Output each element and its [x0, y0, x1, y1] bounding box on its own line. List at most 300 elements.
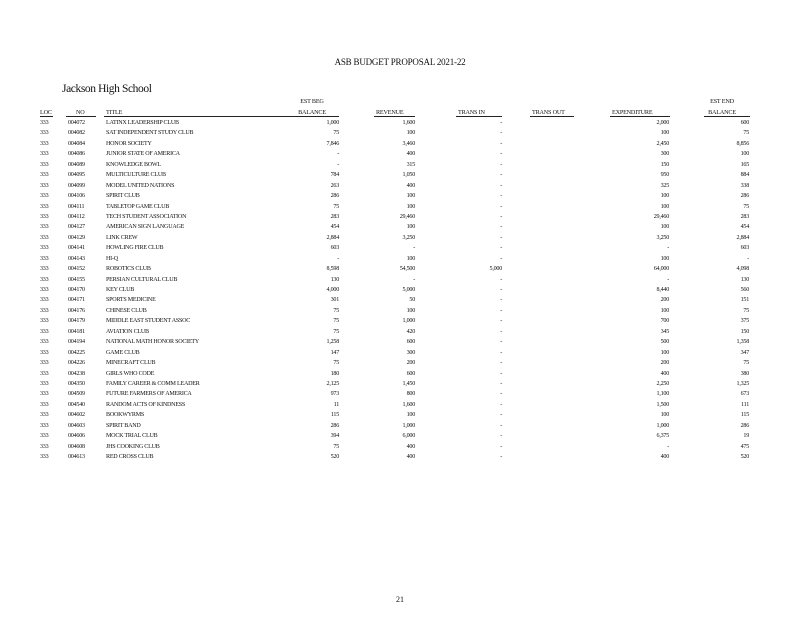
loc-cell: 333	[40, 339, 49, 346]
beg-balance-cell: 75	[333, 307, 339, 314]
beg-balance-cell: 75	[333, 130, 339, 137]
revenue-cell: 100	[406, 307, 415, 314]
beg-balance-cell: 4,000	[326, 287, 339, 293]
account-number-cell: 004155	[68, 276, 85, 283]
title-cell: HOWLING FIRE CLUB	[106, 245, 164, 252]
trans-in-cell: -	[500, 203, 502, 210]
end-balance-cell: 286	[740, 193, 749, 200]
account-number-cell: 004179	[68, 318, 85, 325]
trans-in-cell: -	[500, 307, 502, 314]
trans-in-cell: -	[500, 287, 502, 293]
header-no: NO	[76, 109, 85, 116]
expenditure-cell: 2,250	[656, 380, 669, 387]
revenue-cell: 100	[406, 130, 415, 137]
end-balance-cell: 151	[740, 297, 749, 304]
table-row	[0, 306, 800, 316]
title-cell: NATIONAL MATH HONOR SOCIETY	[106, 339, 200, 346]
end-balance-cell: 338	[740, 182, 749, 189]
loc-cell: 333	[40, 266, 49, 273]
account-number-cell: 004099	[68, 182, 85, 189]
title-cell: PERSIAN CULTURAL CLUB	[106, 276, 178, 283]
account-number-cell: 004176	[68, 307, 85, 314]
revenue-cell: 6,000	[402, 433, 415, 440]
title-cell: FAMILY CAREER & COMM LEADER	[106, 380, 200, 387]
expenditure-cell: 325	[660, 182, 669, 189]
header-beg-balance-line2: BALANCE	[298, 109, 326, 116]
trans-in-cell: -	[500, 297, 502, 304]
account-number-cell: 004129	[68, 234, 85, 241]
account-number-cell: 004082	[68, 130, 85, 137]
expenditure-cell: 100	[660, 412, 669, 419]
end-balance-cell: 520	[740, 454, 749, 460]
beg-balance-cell: 11	[333, 401, 339, 408]
revenue-cell: -	[413, 245, 415, 252]
revenue-cell: 1,600	[402, 120, 415, 126]
loc-cell: 333	[40, 391, 49, 398]
revenue-cell: 100	[406, 255, 415, 262]
account-number-cell: 004089	[68, 161, 85, 168]
title-cell: TABLETOP GAME CLUB	[106, 203, 170, 210]
title-cell: MINECRAFT CLUB	[106, 360, 156, 367]
account-number-cell: 004152	[68, 266, 85, 273]
table-row	[0, 222, 800, 232]
account-number-cell: 004143	[68, 255, 85, 262]
table-row	[0, 254, 800, 264]
trans-in-cell: -	[500, 245, 502, 252]
account-number-cell: 004613	[68, 454, 85, 460]
table-row	[0, 149, 800, 159]
beg-balance-cell: 454	[330, 224, 339, 231]
header-end-balance-line1: EST END	[710, 98, 734, 105]
account-number-cell: 004170	[68, 287, 85, 293]
header-underline-trans-in	[456, 116, 502, 117]
expenditure-cell: 400	[660, 370, 669, 377]
header-underline-end-balance	[704, 116, 750, 117]
revenue-cell: 1,600	[402, 401, 415, 408]
table-row	[0, 128, 800, 138]
trans-in-cell: -	[500, 412, 502, 419]
loc-cell: 333	[40, 193, 49, 200]
trans-in-cell: -	[500, 224, 502, 231]
expenditure-cell: -	[667, 245, 669, 252]
end-balance-cell: 286	[740, 422, 749, 429]
account-number-cell: 004112	[68, 213, 85, 220]
trans-in-cell: -	[500, 130, 502, 137]
expenditure-cell: 700	[660, 318, 669, 325]
expenditure-cell: 6,375	[656, 433, 669, 440]
title-cell: SPIRIT BAND	[106, 422, 141, 429]
expenditure-cell: 200	[660, 360, 669, 367]
beg-balance-cell: 263	[330, 182, 339, 189]
end-balance-cell: 2,884	[736, 234, 749, 241]
header-end-balance-line2: BALANCE	[708, 109, 736, 116]
header-underline-revenue	[374, 116, 415, 117]
expenditure-cell: 150	[660, 161, 669, 168]
end-balance-cell: 1,358	[736, 339, 749, 346]
table-row	[0, 118, 800, 128]
header-trans-in: TRANS IN	[458, 109, 485, 116]
end-balance-cell: 603	[740, 245, 749, 252]
beg-balance-cell: 2,125	[326, 380, 339, 387]
account-number-cell: 004111	[68, 203, 85, 210]
header-underline-expenditure	[610, 116, 670, 117]
header-trans-out: TRANS OUT	[532, 109, 565, 116]
trans-in-cell: -	[500, 422, 502, 429]
title-cell: KEY CLUB	[106, 287, 135, 293]
trans-in-cell: -	[500, 120, 502, 126]
table-row	[0, 327, 800, 337]
trans-in-cell: -	[500, 401, 502, 408]
expenditure-cell: 100	[660, 255, 669, 262]
trans-in-cell: -	[500, 433, 502, 440]
revenue-cell: 100	[406, 193, 415, 200]
expenditure-cell: 100	[660, 349, 669, 356]
account-number-cell: 004238	[68, 370, 85, 377]
revenue-cell: 100	[406, 412, 415, 419]
loc-cell: 333	[40, 401, 49, 408]
loc-cell: 333	[40, 140, 49, 147]
account-number-cell: 004509	[68, 391, 85, 398]
loc-cell: 333	[40, 203, 49, 210]
trans-in-cell: -	[500, 255, 502, 262]
expenditure-cell: 500	[660, 339, 669, 346]
trans-in-cell: -	[500, 276, 502, 283]
loc-cell: 333	[40, 380, 49, 387]
end-balance-cell: 19	[743, 433, 749, 440]
loc-cell: 333	[40, 360, 49, 367]
trans-in-cell: -	[500, 391, 502, 398]
end-balance-cell: 75	[743, 360, 749, 367]
loc-cell: 333	[40, 328, 49, 335]
loc-cell: 333	[40, 130, 49, 137]
trans-in-cell: 5,000	[489, 266, 502, 273]
header-beg-balance-line1: EST BEG	[300, 98, 324, 105]
end-balance-cell: 380	[740, 370, 749, 377]
expenditure-cell: 3,250	[656, 234, 669, 241]
account-number-cell: 004106	[68, 193, 85, 200]
expenditure-cell: 1,100	[656, 391, 669, 398]
table-row	[0, 212, 800, 222]
revenue-cell: 3,250	[402, 234, 415, 241]
loc-cell: 333	[40, 412, 49, 419]
title-cell: ROBOTICS CLUB	[106, 266, 151, 273]
revenue-cell: 5,000	[402, 287, 415, 293]
title-cell: RED CROSS CLUB	[106, 454, 154, 460]
header-underline-beg-balance	[298, 116, 339, 117]
table-row	[0, 191, 800, 201]
header-expenditure: EXPENDITURE	[612, 109, 653, 116]
revenue-cell: 200	[406, 360, 415, 367]
beg-balance-cell: 1,000	[326, 120, 339, 126]
expenditure-cell: 100	[660, 203, 669, 210]
end-balance-cell: 111	[741, 401, 749, 408]
beg-balance-cell: -	[337, 151, 339, 158]
table-row	[0, 275, 800, 285]
document-title: ASB BUDGET PROPOSAL 2021-22	[334, 57, 466, 67]
trans-in-cell: -	[500, 328, 502, 335]
expenditure-cell: 100	[660, 193, 669, 200]
title-cell: JHS COOKING CLUB	[106, 443, 160, 450]
trans-in-cell: -	[500, 318, 502, 325]
title-cell: MIDDLE EAST STUDENT ASSOC	[106, 318, 191, 325]
expenditure-cell: -	[667, 443, 669, 450]
account-number-cell: 004540	[68, 401, 85, 408]
trans-in-cell: -	[500, 454, 502, 460]
loc-cell: 333	[40, 172, 49, 179]
expenditure-cell: 950	[660, 172, 669, 179]
account-number-cell: 004171	[68, 297, 85, 304]
revenue-cell: 100	[406, 203, 415, 210]
revenue-cell: 300	[406, 349, 415, 356]
loc-cell: 333	[40, 422, 49, 429]
end-balance-cell: 475	[740, 443, 749, 450]
loc-cell: 333	[40, 349, 49, 356]
expenditure-cell: -	[667, 276, 669, 283]
beg-balance-cell: 520	[330, 454, 339, 460]
beg-balance-cell: 147	[330, 349, 339, 356]
expenditure-cell: 8,440	[656, 287, 669, 293]
table-row	[0, 316, 800, 326]
loc-cell: 333	[40, 297, 49, 304]
table-row	[0, 139, 800, 149]
account-number-cell: 004141	[68, 245, 85, 252]
beg-balance-cell: 75	[333, 318, 339, 325]
account-number-cell: 004095	[68, 172, 85, 179]
trans-in-cell: -	[500, 172, 502, 179]
title-cell: HONOR SOCIETY	[106, 140, 152, 147]
beg-balance-cell: -	[337, 255, 339, 262]
table-row	[0, 369, 800, 379]
loc-cell: 333	[40, 433, 49, 440]
table-row	[0, 421, 800, 431]
end-balance-cell: 560	[740, 287, 749, 293]
account-number-cell: 004603	[68, 422, 85, 429]
expenditure-cell: 64,000	[653, 266, 669, 273]
loc-cell: 333	[40, 151, 49, 158]
account-number-cell: 004086	[68, 151, 85, 158]
end-balance-cell: 115	[740, 412, 749, 419]
trans-in-cell: -	[500, 339, 502, 346]
trans-in-cell: -	[500, 360, 502, 367]
revenue-cell: 315	[406, 161, 415, 168]
table-row	[0, 389, 800, 399]
account-number-cell: 004181	[68, 328, 85, 335]
account-number-cell: 004350	[68, 380, 85, 387]
title-cell: KNOWLEDGE BOWL	[106, 161, 161, 168]
loc-cell: 333	[40, 182, 49, 189]
trans-in-cell: -	[500, 161, 502, 168]
expenditure-cell: 2,000	[656, 120, 669, 126]
loc-cell: 333	[40, 234, 49, 241]
end-balance-cell: 75	[743, 203, 749, 210]
title-cell: AMERICAN SIGN LANGUAGE	[106, 224, 185, 231]
trans-in-cell: -	[500, 349, 502, 356]
loc-cell: 333	[40, 245, 49, 252]
revenue-cell: 3,460	[402, 140, 415, 147]
table-row	[0, 452, 800, 462]
end-balance-cell: 673	[740, 391, 749, 398]
loc-cell: 333	[40, 224, 49, 231]
revenue-cell: 1,450	[402, 380, 415, 387]
loc-cell: 333	[40, 307, 49, 314]
table-row	[0, 442, 800, 452]
revenue-cell: 29,460	[399, 213, 415, 220]
loc-cell: 333	[40, 161, 49, 168]
beg-balance-cell: 603	[330, 245, 339, 252]
table-row	[0, 181, 800, 191]
expenditure-cell: 400	[660, 454, 669, 460]
trans-in-cell: -	[500, 234, 502, 241]
table-row	[0, 264, 800, 274]
beg-balance-cell: 180	[330, 370, 339, 377]
beg-balance-cell: 8,598	[326, 266, 339, 273]
revenue-cell: 400	[406, 182, 415, 189]
table-row	[0, 410, 800, 420]
beg-balance-cell: 283	[330, 213, 339, 220]
end-balance-cell: 884	[740, 172, 749, 179]
trans-in-cell: -	[500, 213, 502, 220]
revenue-cell: -	[413, 276, 415, 283]
expenditure-cell: 345	[660, 328, 669, 335]
header-underline-title	[104, 116, 298, 117]
title-cell: HI-Q	[106, 255, 118, 262]
account-number-cell: 004127	[68, 224, 85, 231]
trans-in-cell: -	[500, 151, 502, 158]
header-title: TITLE	[106, 109, 123, 116]
end-balance-cell: 283	[740, 213, 749, 220]
end-balance-cell: 75	[743, 130, 749, 137]
table-row	[0, 160, 800, 170]
table-row	[0, 233, 800, 243]
title-cell: MULTICULTURE CLUB	[106, 172, 166, 179]
end-balance-cell: 4,098	[736, 266, 749, 273]
title-cell: SPIRIT CLUB	[106, 193, 140, 200]
revenue-cell: 600	[406, 339, 415, 346]
loc-cell: 333	[40, 454, 49, 460]
expenditure-cell: 100	[660, 224, 669, 231]
expenditure-cell: 300	[660, 151, 669, 158]
title-cell: SAT INDEPENDENT STUDY CLUB	[106, 130, 194, 137]
revenue-cell: 1,000	[402, 422, 415, 429]
beg-balance-cell: 2,884	[326, 234, 339, 241]
expenditure-cell: 200	[660, 297, 669, 304]
title-cell: SPORTS MEDICINE	[106, 297, 156, 304]
expenditure-cell: 100	[660, 307, 669, 314]
school-name: Jackson High School	[62, 83, 152, 95]
account-number-cell: 004084	[68, 140, 85, 147]
table-row	[0, 348, 800, 358]
beg-balance-cell: 784	[330, 172, 339, 179]
trans-in-cell: -	[500, 182, 502, 189]
trans-in-cell: -	[500, 140, 502, 147]
expenditure-cell: 29,460	[653, 213, 669, 220]
title-cell: LINK CREW	[106, 234, 138, 241]
header-underline-no	[66, 116, 96, 117]
account-number-cell: 004608	[68, 443, 85, 450]
beg-balance-cell: 973	[330, 391, 339, 398]
trans-in-cell: -	[500, 370, 502, 377]
table-row	[0, 337, 800, 347]
end-balance-cell: 454	[740, 224, 749, 231]
revenue-cell: 50	[409, 297, 415, 304]
beg-balance-cell: -	[337, 161, 339, 168]
beg-balance-cell: 75	[333, 443, 339, 450]
revenue-cell: 1,050	[402, 172, 415, 179]
expenditure-cell: 2,450	[656, 140, 669, 147]
beg-balance-cell: 115	[330, 412, 339, 419]
loc-cell: 333	[40, 276, 49, 283]
title-cell: LATINX LEADERSHIP CLUB	[106, 120, 179, 126]
title-cell: AVIATION CLUB	[106, 328, 149, 335]
account-number-cell: 004606	[68, 433, 85, 440]
end-balance-cell: 75	[743, 307, 749, 314]
end-balance-cell: 375	[740, 318, 749, 325]
beg-balance-cell: 1,258	[326, 339, 339, 346]
end-balance-cell: 150	[740, 328, 749, 335]
revenue-cell: 54,500	[399, 266, 415, 273]
title-cell: FUTURE FARMERS OF AMERICA	[106, 391, 192, 398]
end-balance-cell: 130	[740, 276, 749, 283]
account-number-cell: 004602	[68, 412, 85, 419]
end-balance-cell: 1,325	[736, 380, 749, 387]
table-row	[0, 243, 800, 253]
beg-balance-cell: 301	[330, 297, 339, 304]
header-underline-trans-out	[530, 116, 574, 117]
table-row	[0, 358, 800, 368]
loc-cell: 333	[40, 287, 49, 293]
end-balance-cell: 8,856	[736, 140, 749, 147]
loc-cell: 333	[40, 213, 49, 220]
beg-balance-cell: 286	[330, 193, 339, 200]
title-cell: JUNIOR STATE OF AMERICA	[106, 151, 180, 158]
loc-cell: 333	[40, 120, 49, 126]
revenue-cell: 600	[406, 370, 415, 377]
end-balance-cell: 100	[740, 151, 749, 158]
revenue-cell: 1,000	[402, 318, 415, 325]
beg-balance-cell: 286	[330, 422, 339, 429]
table-row	[0, 295, 800, 305]
trans-in-cell: -	[500, 380, 502, 387]
expenditure-cell: 1,500	[656, 401, 669, 408]
loc-cell: 333	[40, 318, 49, 325]
loc-cell: 333	[40, 443, 49, 450]
end-balance-cell: 347	[740, 349, 749, 356]
table-row	[0, 431, 800, 441]
trans-in-cell: -	[500, 193, 502, 200]
title-cell: RANDOM ACTS OF KINDNESS	[106, 401, 186, 408]
header-underline-loc	[40, 116, 53, 117]
loc-cell: 333	[40, 255, 49, 262]
revenue-cell: 800	[406, 391, 415, 398]
title-cell: BOOKWYRMS	[106, 412, 145, 419]
table-row	[0, 285, 800, 295]
header-revenue: REVENUE	[376, 109, 404, 116]
beg-balance-cell: 75	[333, 203, 339, 210]
title-cell: CHINESE CLUB	[106, 307, 147, 314]
account-number-cell: 004225	[68, 349, 85, 356]
account-number-cell: 004194	[68, 339, 85, 346]
account-number-cell: 004226	[68, 360, 85, 367]
account-number-cell: 004072	[68, 120, 85, 126]
beg-balance-cell: 394	[330, 433, 339, 440]
beg-balance-cell: 130	[330, 276, 339, 283]
title-cell: MOCK TRIAL CLUB	[106, 433, 158, 440]
revenue-cell: 400	[406, 454, 415, 460]
table-row	[0, 170, 800, 180]
revenue-cell: 400	[406, 151, 415, 158]
beg-balance-cell: 75	[333, 328, 339, 335]
end-balance-cell: -	[747, 255, 749, 262]
